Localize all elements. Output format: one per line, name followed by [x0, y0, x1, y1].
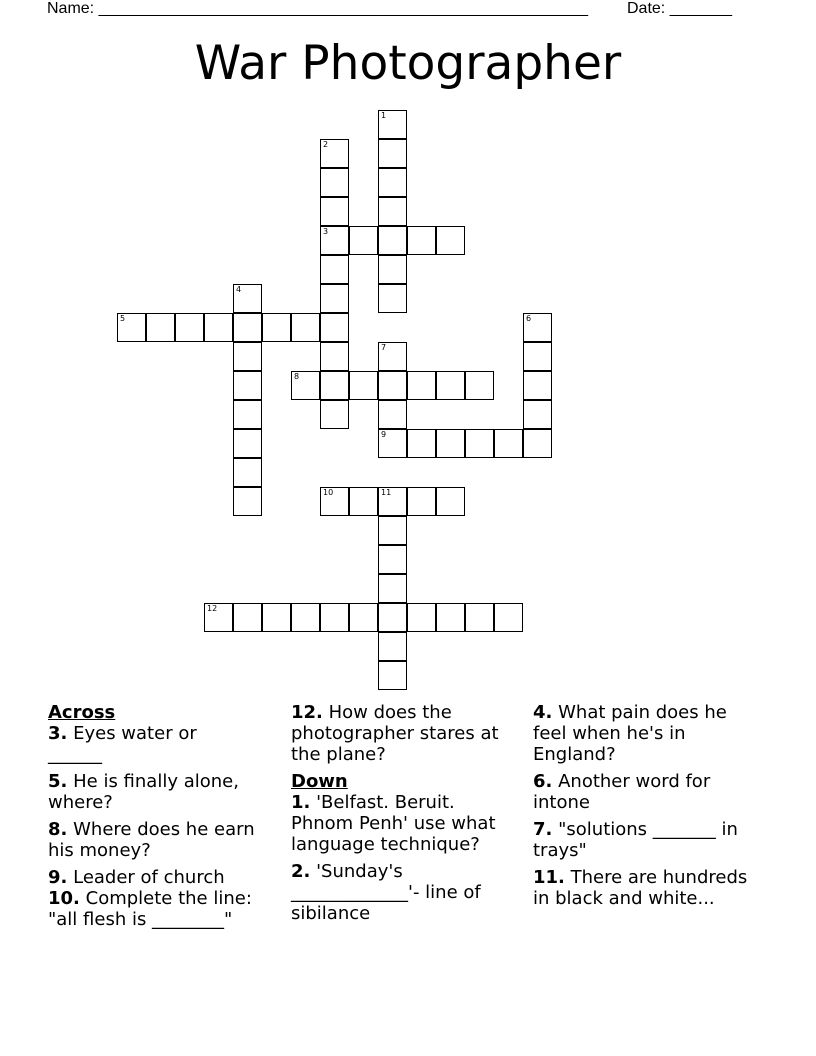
clue-number: 2. [291, 861, 311, 882]
clue-text: 'Belfast. Beruit. Phnom Penh' use what language technique? [291, 792, 502, 855]
grid-cell[interactable] [523, 429, 552, 458]
clue-number-label: 4 [236, 285, 242, 294]
grid-cell[interactable] [407, 487, 436, 516]
grid-cell[interactable] [320, 342, 349, 371]
grid-cell[interactable] [320, 313, 349, 342]
clue-number: 10. [48, 888, 80, 909]
clue-across-10 [48, 888, 276, 930]
grid-cell[interactable] [320, 139, 349, 168]
grid-cell[interactable] [233, 313, 262, 342]
clue-number-label: 10 [323, 488, 334, 497]
grid-cell[interactable] [436, 487, 465, 516]
grid-cell[interactable] [320, 255, 349, 284]
grid-cell[interactable] [436, 371, 465, 400]
clue-across-3 [48, 723, 276, 765]
clue-text: He is finally alone, where? [48, 771, 245, 813]
grid-cell[interactable] [291, 313, 320, 342]
grid-cell[interactable] [320, 371, 349, 400]
clues-column-2 [291, 702, 519, 930]
grid-cell[interactable] [204, 313, 233, 342]
grid-cell[interactable] [320, 487, 349, 516]
down-heading: Down [291, 771, 348, 792]
grid-cell[interactable] [407, 226, 436, 255]
clue-text: There are hundreds in black and white... [533, 867, 754, 909]
grid-cell[interactable] [233, 487, 262, 516]
clue-text: Complete the line: "all flesh is ________" [48, 888, 258, 930]
grid-cell[interactable] [320, 197, 349, 226]
clue-text: What pain does he feel when he's in England? [533, 702, 733, 765]
grid-cell[interactable] [494, 429, 523, 458]
grid-cell[interactable] [378, 226, 407, 255]
clue-number-label: 1 [381, 111, 387, 120]
grid-cell[interactable] [320, 603, 349, 632]
clue-number: 3. [48, 723, 68, 744]
grid-cell[interactable] [117, 313, 146, 342]
grid-cell[interactable] [523, 313, 552, 342]
grid-cell[interactable] [320, 400, 349, 429]
grid-cell[interactable] [378, 661, 407, 690]
grid-cell[interactable] [523, 371, 552, 400]
grid-cell[interactable] [233, 458, 262, 487]
clue-across-8 [48, 819, 276, 861]
grid-cell[interactable] [320, 284, 349, 313]
grid-cell[interactable] [465, 371, 494, 400]
grid-cell[interactable] [378, 429, 407, 458]
clue-text: 'Sunday's _____________'- line of sibilance [291, 861, 487, 924]
clue-number-label: 12 [207, 604, 218, 613]
clue-down-1 [291, 792, 519, 855]
grid-cell[interactable] [378, 400, 407, 429]
clue-number: 1. [291, 792, 311, 813]
grid-cell[interactable] [436, 603, 465, 632]
grid-cell[interactable] [175, 313, 204, 342]
grid-cell[interactable] [349, 371, 378, 400]
clue-across-12 [291, 702, 519, 765]
grid-cell[interactable] [262, 603, 291, 632]
grid-cell[interactable] [320, 226, 349, 255]
grid-cell[interactable] [349, 487, 378, 516]
grid-cell[interactable] [204, 603, 233, 632]
clue-across-9 [48, 867, 276, 888]
grid-cell[interactable] [378, 342, 407, 371]
grid-cell[interactable] [523, 400, 552, 429]
clues-column-1 [48, 702, 276, 936]
clue-number-label: 3 [323, 227, 329, 236]
grid-cell[interactable] [436, 429, 465, 458]
grid-cell[interactable] [465, 603, 494, 632]
grid-cell[interactable] [523, 342, 552, 371]
grid-cell[interactable] [378, 545, 407, 574]
grid-cell[interactable] [465, 429, 494, 458]
clue-number-label: 9 [381, 430, 387, 439]
clue-down-11 [533, 867, 761, 909]
clue-down-4 [533, 702, 761, 765]
clue-number-label: 7 [381, 343, 387, 352]
grid-cell[interactable] [146, 313, 175, 342]
clue-down-6 [533, 771, 761, 813]
page-title: War Photographer [194, 36, 622, 91]
clues-column-3 [533, 702, 761, 915]
clue-number: 4. [533, 702, 553, 723]
grid-cell[interactable] [378, 371, 407, 400]
clue-number-label: 11 [381, 488, 392, 497]
clue-text: "solutions _______ in trays" [533, 819, 744, 861]
clue-number-label: 6 [526, 314, 532, 323]
name-field-label: Name: _______________________________________________________ [47, 0, 588, 17]
clue-down-7 [533, 819, 761, 861]
clue-number-label: 2 [323, 140, 329, 149]
clue-number: 11. [533, 867, 565, 888]
grid-cell[interactable] [378, 632, 407, 661]
grid-cell[interactable] [291, 371, 320, 400]
grid-cell[interactable] [349, 226, 378, 255]
grid-cell[interactable] [407, 371, 436, 400]
grid-cell[interactable] [407, 603, 436, 632]
grid-cell[interactable] [233, 429, 262, 458]
date-field-label: Date: _______ [627, 0, 732, 17]
grid-cell[interactable] [320, 168, 349, 197]
grid-cell[interactable] [291, 603, 320, 632]
clue-number: 8. [48, 819, 68, 840]
clue-text: Where does he earn his money? [48, 819, 261, 861]
grid-cell[interactable] [233, 400, 262, 429]
grid-cell[interactable] [378, 516, 407, 545]
clue-text: How does the photographer stares at the plane? [291, 702, 505, 765]
grid-cell[interactable] [378, 574, 407, 603]
grid-cell[interactable] [233, 342, 262, 371]
grid-cell[interactable] [378, 197, 407, 226]
grid-cell[interactable] [349, 603, 378, 632]
clue-text: Another word for intone [533, 771, 716, 813]
clue-number: 12. [291, 702, 323, 723]
grid-cell[interactable] [378, 168, 407, 197]
clue-text: Leader of church [73, 867, 225, 888]
clue-number: 9. [48, 867, 68, 888]
clue-number: 5. [48, 771, 68, 792]
across-heading: Across [48, 702, 116, 723]
clue-text: Eyes water or ______ [48, 723, 197, 765]
grid-cell[interactable] [233, 284, 262, 313]
grid-cell[interactable] [233, 371, 262, 400]
grid-cell[interactable] [378, 603, 407, 632]
grid-cell[interactable] [378, 110, 407, 139]
clue-down-2 [291, 861, 519, 924]
clue-number: 6. [533, 771, 553, 792]
clue-across-5 [48, 771, 276, 813]
grid-cell[interactable] [378, 284, 407, 313]
grid-cell[interactable] [378, 139, 407, 168]
grid-cell[interactable] [378, 255, 407, 284]
clue-number-label: 8 [294, 372, 300, 381]
grid-cell[interactable] [494, 603, 523, 632]
grid-cell[interactable] [436, 226, 465, 255]
grid-cell[interactable] [262, 313, 291, 342]
clue-number: 7. [533, 819, 553, 840]
grid-cell[interactable] [233, 603, 262, 632]
clue-number-label: 5 [120, 314, 126, 323]
grid-cell[interactable] [378, 487, 407, 516]
grid-cell[interactable] [407, 429, 436, 458]
